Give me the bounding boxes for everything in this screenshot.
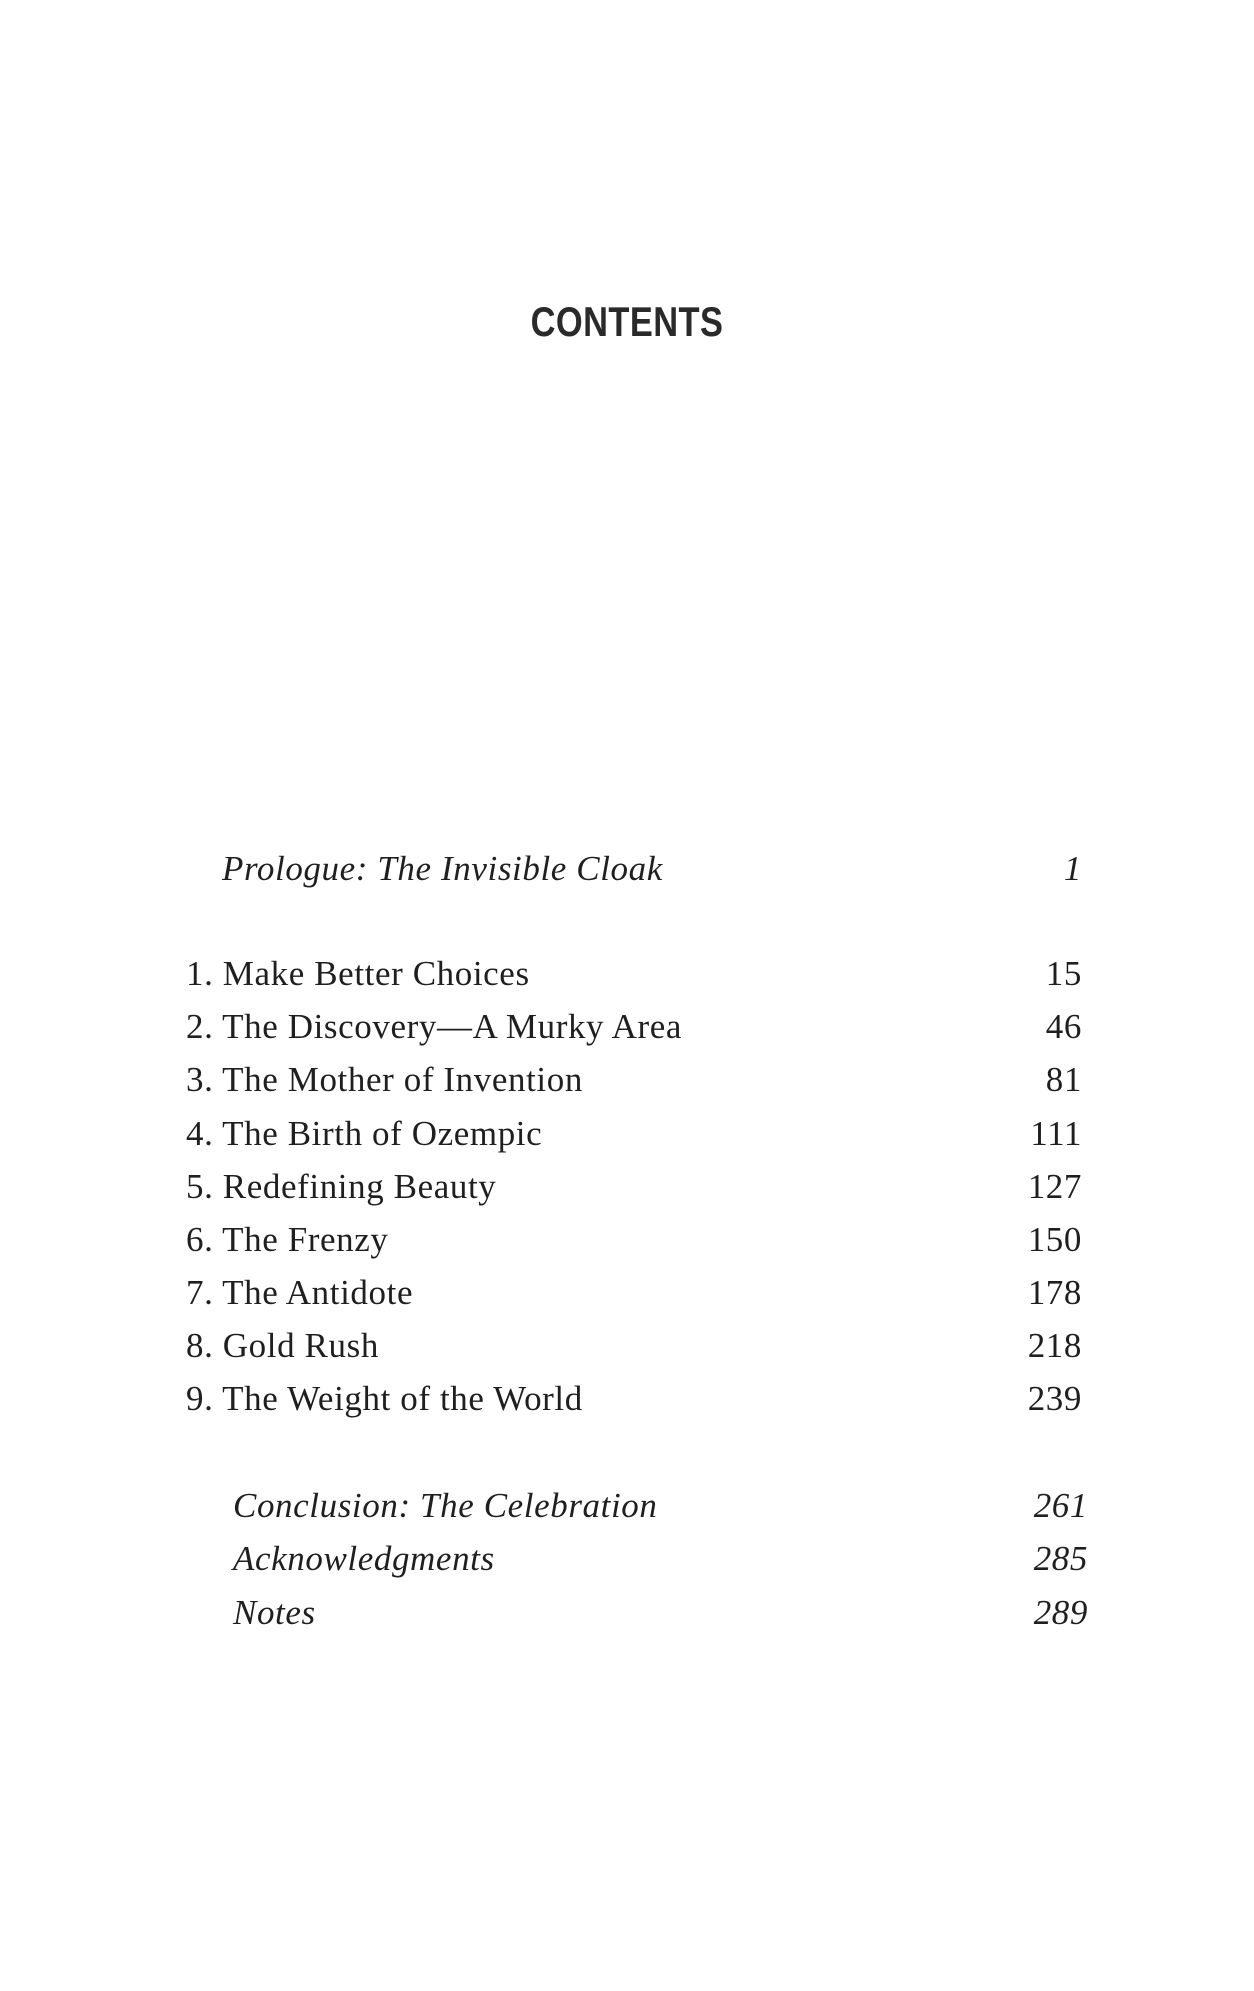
toc-entry-page-number: 15: [1045, 954, 1082, 993]
toc-entry-page-number: 261: [1033, 1486, 1088, 1525]
toc-entry-page-number: 81: [1045, 1060, 1082, 1099]
toc-entry-page-number: 178: [1027, 1273, 1082, 1312]
toc-entry-page-number: 239: [1027, 1379, 1082, 1418]
toc-entry-label: 4. The Birth of Ozempic: [186, 1114, 543, 1153]
toc-entry-page-number: 1: [1063, 849, 1082, 888]
toc-entry-label: Notes: [233, 1593, 316, 1632]
toc-entry-conclusion[interactable]: [0, 1480, 1254, 1532]
toc-entry-chapter-2[interactable]: [0, 1001, 1254, 1053]
toc-entry-page-number: 127: [1027, 1167, 1082, 1206]
toc-entry-label: Acknowledgments: [233, 1539, 495, 1578]
toc-entry-page-number: 111: [1030, 1114, 1082, 1153]
toc-entry-label: 8. Gold Rush: [186, 1326, 379, 1365]
toc-entry-label: 3. The Mother of Invention: [186, 1060, 583, 1099]
toc-entry-chapter-9[interactable]: [0, 1373, 1254, 1425]
toc-entry-prologue[interactable]: [0, 843, 1254, 895]
toc-entry-chapter-8[interactable]: [0, 1320, 1254, 1372]
toc-entry-page-number: 150: [1027, 1220, 1082, 1259]
toc-entry-label: 5. Redefining Beauty: [186, 1167, 497, 1206]
toc-entry-page-number: 218: [1027, 1326, 1082, 1365]
toc-entry-label: Conclusion: The Celebration: [233, 1486, 658, 1525]
toc-entry-label: 7. The Antidote: [186, 1273, 414, 1312]
toc-entry-notes[interactable]: [0, 1587, 1254, 1639]
toc-entry-chapter-6[interactable]: [0, 1214, 1254, 1266]
toc-entry-chapter-7[interactable]: [0, 1267, 1254, 1319]
toc-entry-page-number: 289: [1033, 1593, 1088, 1632]
toc-entry-chapter-3[interactable]: [0, 1054, 1254, 1106]
toc-entry-label: 2. The Discovery—A Murky Area: [186, 1007, 682, 1046]
toc-entry-acknowledgments[interactable]: [0, 1533, 1254, 1585]
page-title: CONTENTS: [530, 298, 724, 345]
toc-entry-chapter-5[interactable]: [0, 1161, 1254, 1213]
toc-entry-label: 1. Make Better Choices: [186, 954, 530, 993]
toc-entry-label: 9. The Weight of the World: [186, 1379, 583, 1418]
toc-entry-label: Prologue: The Invisible Cloak: [222, 849, 663, 888]
toc-entry-chapter-4[interactable]: [0, 1108, 1254, 1160]
toc-entry-page-number: 46: [1045, 1007, 1082, 1046]
toc-entry-chapter-1[interactable]: [0, 948, 1254, 1000]
toc-entry-label: 6. The Frenzy: [186, 1220, 389, 1259]
toc-entry-page-number: 285: [1033, 1539, 1088, 1578]
